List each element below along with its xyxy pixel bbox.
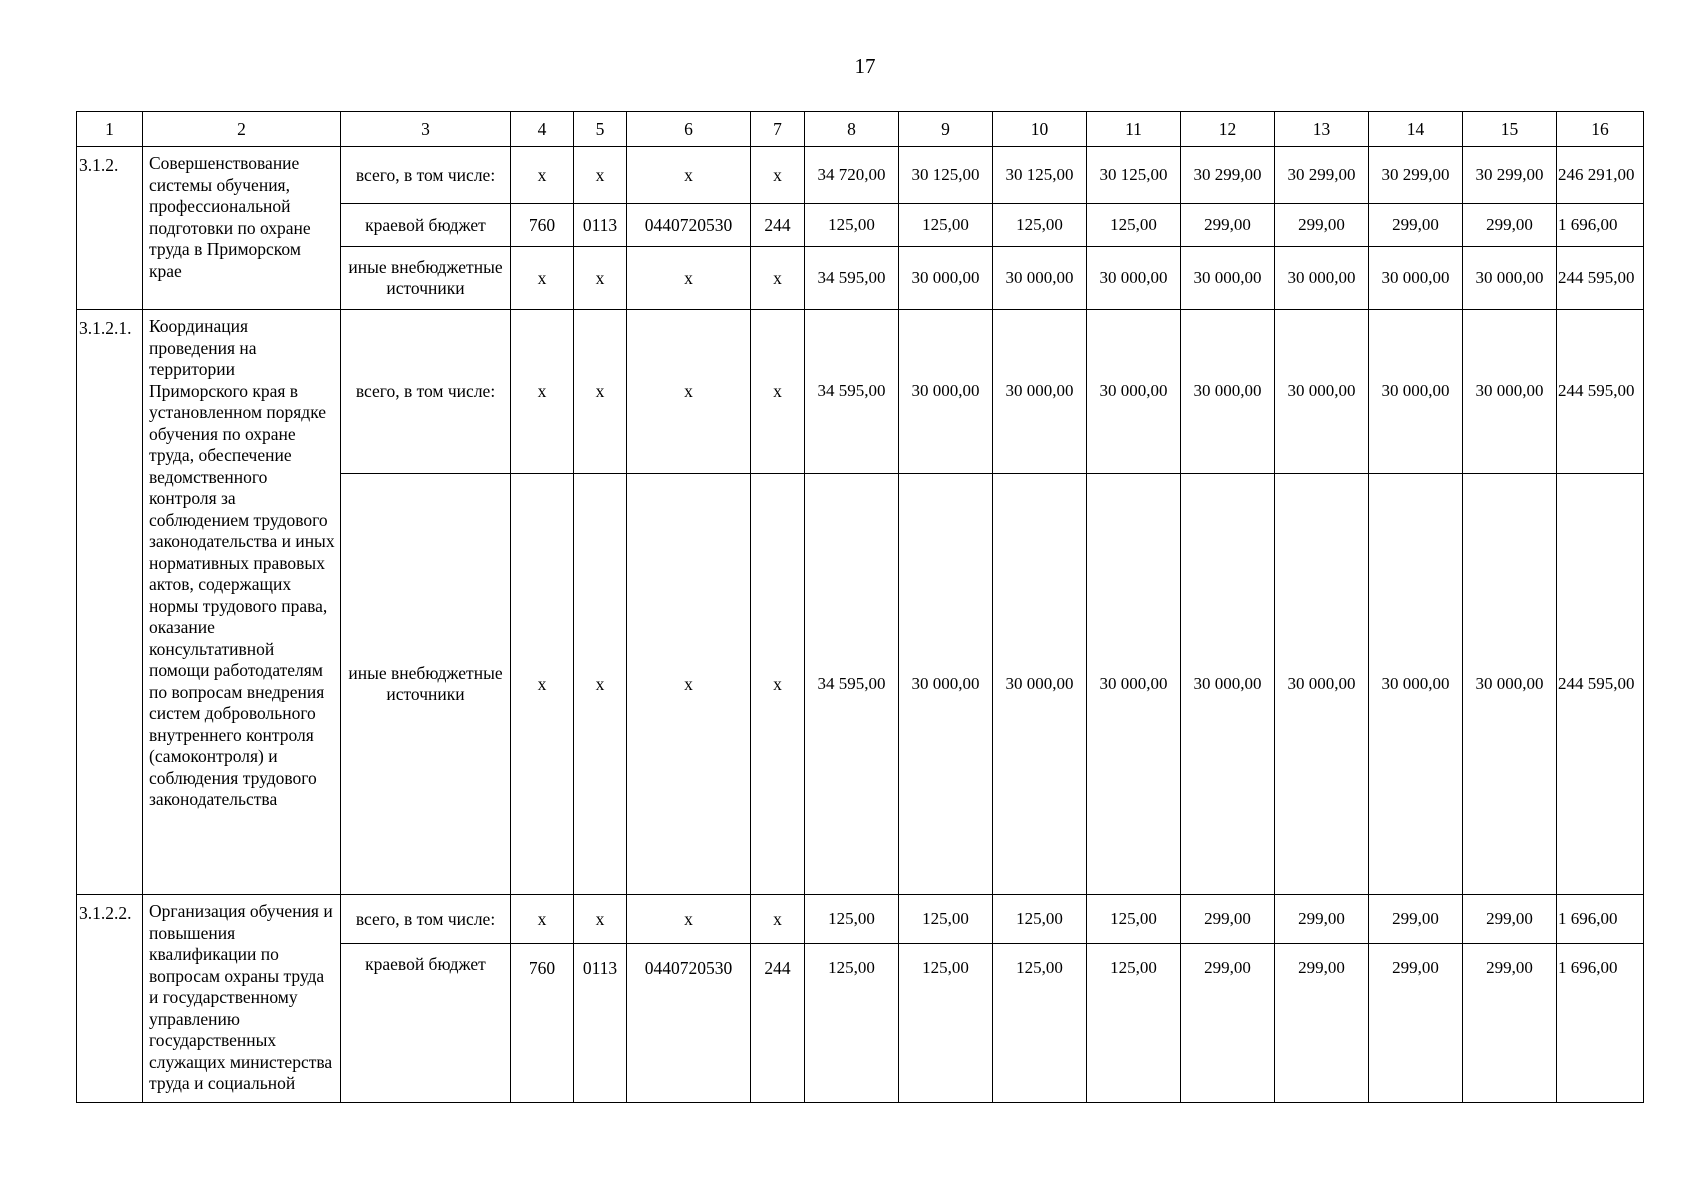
amount-cell: 30 125,00 (993, 147, 1087, 204)
item-number: 3.1.2.1. (77, 310, 143, 895)
amount-cell: 299,00 (1369, 204, 1463, 247)
amount-cell: 244 595,00 (1557, 474, 1644, 895)
amount-cell: 30 299,00 (1463, 147, 1557, 204)
amount-cell: 1 696,00 (1557, 944, 1644, 1103)
amount-cell: 30 299,00 (1369, 147, 1463, 204)
header-cell: 6 (627, 112, 751, 147)
amount-cell: 299,00 (1463, 204, 1557, 247)
item-description: Координация проведения на территории Приморского края в установленном порядке обучения по охране труда, обеспечение ведомственного контроля за соблюдением трудового законодательства и иных нормативных правовых актов, содержащих нормы трудового права, оказание консультативной помощи работодателям по вопросам внедрения систем добровольного внутреннего контроля (самоконтроля) и соблюдения трудового законодательства (143, 310, 341, 895)
amount-cell: 30 000,00 (1087, 247, 1181, 310)
table-row (77, 147, 1644, 204)
amount-cell: 299,00 (1369, 895, 1463, 944)
header-cell: 13 (1275, 112, 1369, 147)
code-cell: x (511, 474, 574, 895)
header-cell: 2 (143, 112, 341, 147)
amount-cell: 30 000,00 (993, 474, 1087, 895)
amount-cell: 1 696,00 (1557, 204, 1644, 247)
header-cell: 10 (993, 112, 1087, 147)
funding-source: иные внебюджетные источники (341, 474, 511, 895)
amount-cell: 125,00 (1087, 204, 1181, 247)
amount-cell: 246 291,00 (1557, 147, 1644, 204)
amount-cell: 299,00 (1369, 944, 1463, 1103)
code-cell: x (627, 247, 751, 310)
amount-cell: 30 000,00 (1087, 310, 1181, 474)
funding-source: всего, в том числе: (341, 310, 511, 474)
item-description: Организация обучения и повышения квалификации по вопросам охраны труда и государственному управлению государственных служащих министерства труда и социальной (143, 895, 341, 1103)
header-cell: 1 (77, 112, 143, 147)
amount-cell: 30 000,00 (899, 247, 993, 310)
code-cell: x (751, 147, 805, 204)
funding-source: краевой бюджет (341, 204, 511, 247)
code-cell: 0113 (574, 204, 627, 247)
amount-cell: 299,00 (1275, 204, 1369, 247)
funding-source: всего, в том числе: (341, 147, 511, 204)
amount-cell: 30 000,00 (1275, 474, 1369, 895)
amount-cell: 125,00 (993, 944, 1087, 1103)
amount-cell: 299,00 (1181, 944, 1275, 1103)
code-cell: x (751, 895, 805, 944)
amount-cell: 1 696,00 (1557, 895, 1644, 944)
amount-cell: 34 595,00 (805, 247, 899, 310)
header-cell: 8 (805, 112, 899, 147)
amount-cell: 30 000,00 (1463, 247, 1557, 310)
amount-cell: 125,00 (805, 944, 899, 1103)
code-cell: x (511, 147, 574, 204)
amount-cell: 125,00 (1087, 895, 1181, 944)
code-cell: 244 (751, 944, 805, 1103)
code-cell: x (751, 310, 805, 474)
amount-cell: 125,00 (899, 895, 993, 944)
amount-cell: 125,00 (899, 204, 993, 247)
header-cell: 4 (511, 112, 574, 147)
amount-cell: 30 000,00 (1181, 247, 1275, 310)
table-row (77, 310, 1644, 474)
funding-source: всего, в том числе: (341, 895, 511, 944)
header-cell: 12 (1181, 112, 1275, 147)
code-cell: 244 (751, 204, 805, 247)
amount-cell: 30 000,00 (899, 310, 993, 474)
amount-cell: 30 000,00 (1275, 310, 1369, 474)
amount-cell: 299,00 (1275, 944, 1369, 1103)
amount-cell: 34 595,00 (805, 310, 899, 474)
code-cell: x (574, 247, 627, 310)
funding-source: краевой бюджет (341, 944, 511, 1103)
code-cell: x (511, 895, 574, 944)
amount-cell: 34 595,00 (805, 474, 899, 895)
amount-cell: 30 000,00 (899, 474, 993, 895)
amount-cell: 125,00 (993, 895, 1087, 944)
header-cell: 9 (899, 112, 993, 147)
code-cell: 760 (511, 204, 574, 247)
header-cell: 3 (341, 112, 511, 147)
amount-cell: 30 299,00 (1181, 147, 1275, 204)
amount-cell: 299,00 (1275, 895, 1369, 944)
amount-cell: 30 000,00 (1369, 247, 1463, 310)
amount-cell: 30 125,00 (1087, 147, 1181, 204)
amount-cell: 30 000,00 (1463, 310, 1557, 474)
code-cell: 0440720530 (627, 944, 751, 1103)
amount-cell: 125,00 (805, 895, 899, 944)
code-cell: 0440720530 (627, 204, 751, 247)
amount-cell: 299,00 (1463, 895, 1557, 944)
amount-cell: 125,00 (1087, 944, 1181, 1103)
header-row (77, 112, 1644, 147)
amount-cell: 30 000,00 (1275, 247, 1369, 310)
amount-cell: 30 125,00 (899, 147, 993, 204)
code-cell: x (574, 474, 627, 895)
amount-cell: 244 595,00 (1557, 310, 1644, 474)
amount-cell: 30 000,00 (993, 247, 1087, 310)
amount-cell: 30 000,00 (993, 310, 1087, 474)
amount-cell: 244 595,00 (1557, 247, 1644, 310)
table-row (77, 895, 1644, 944)
code-cell: x (574, 895, 627, 944)
code-cell: x (627, 147, 751, 204)
amount-cell: 30 000,00 (1463, 474, 1557, 895)
amount-cell: 30 000,00 (1369, 474, 1463, 895)
code-cell: x (511, 310, 574, 474)
amount-cell: 30 000,00 (1181, 310, 1275, 474)
code-cell: x (511, 247, 574, 310)
code-cell: x (574, 147, 627, 204)
amount-cell: 125,00 (899, 944, 993, 1103)
amount-cell: 125,00 (805, 204, 899, 247)
amount-cell: 30 299,00 (1275, 147, 1369, 204)
funding-source: иные внебюджетные источники (341, 247, 511, 310)
code-cell: x (751, 247, 805, 310)
item-description: Совершенствование системы обучения, профессиональной подготовки по охране труда в Приморском крае (143, 147, 341, 310)
page-number: 17 (854, 54, 876, 78)
amount-cell: 30 000,00 (1181, 474, 1275, 895)
code-cell: x (627, 310, 751, 474)
code-cell: 760 (511, 944, 574, 1103)
header-cell: 7 (751, 112, 805, 147)
header-cell: 16 (1557, 112, 1644, 147)
code-cell: x (627, 895, 751, 944)
item-number: 3.1.2. (77, 147, 143, 310)
code-cell: x (751, 474, 805, 895)
amount-cell: 30 000,00 (1087, 474, 1181, 895)
amount-cell: 299,00 (1181, 895, 1275, 944)
amount-cell: 299,00 (1181, 204, 1275, 247)
budget-table (76, 111, 1644, 1103)
amount-cell: 34 720,00 (805, 147, 899, 204)
header-cell: 15 (1463, 112, 1557, 147)
item-number: 3.1.2.2. (77, 895, 143, 1103)
amount-cell: 299,00 (1463, 944, 1557, 1103)
code-cell: x (574, 310, 627, 474)
code-cell: x (627, 474, 751, 895)
header-cell: 14 (1369, 112, 1463, 147)
header-cell: 5 (574, 112, 627, 147)
amount-cell: 125,00 (993, 204, 1087, 247)
amount-cell: 30 000,00 (1369, 310, 1463, 474)
header-cell: 11 (1087, 112, 1181, 147)
code-cell: 0113 (574, 944, 627, 1103)
